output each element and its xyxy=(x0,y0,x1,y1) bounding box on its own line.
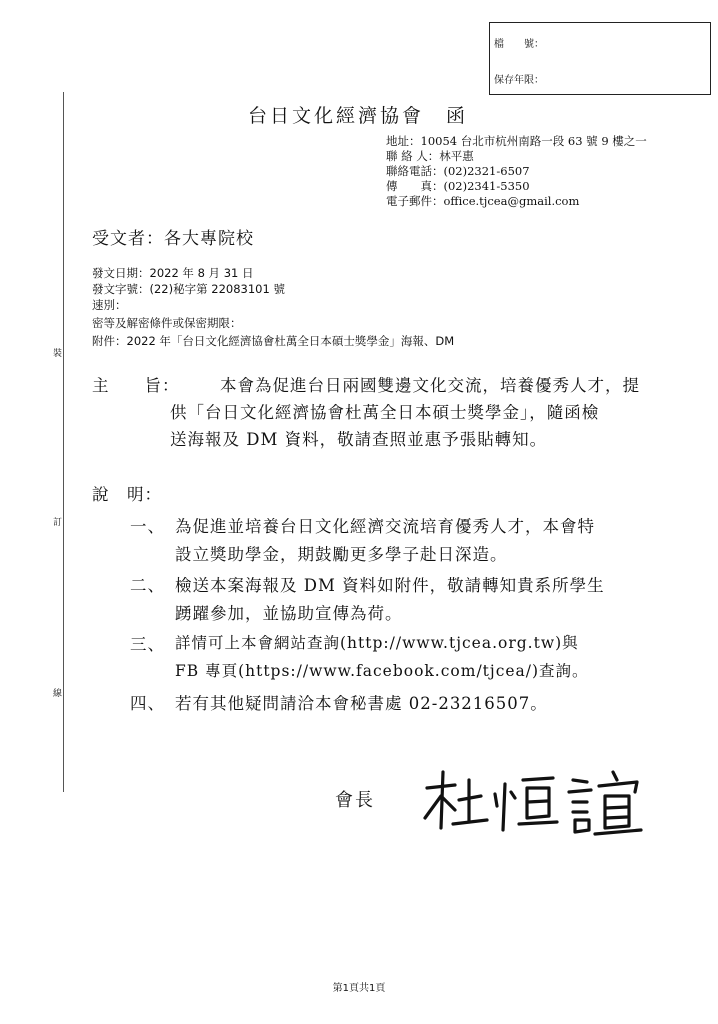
binding-mark-ding: 訂 xyxy=(53,515,62,528)
contact-fax: 傳 真：(02)2341-5350 xyxy=(386,179,530,193)
speed-class: 速別： xyxy=(92,298,127,312)
item-number-3: 三、 xyxy=(130,635,165,654)
signature-block xyxy=(335,758,655,838)
binding-mark-zhuang: 裝 xyxy=(53,346,62,359)
contact-person: 聯 絡 人：林平惠 xyxy=(386,149,474,163)
attachment: 附件：2022 年「台日文化經濟協會杜萬全日本碩士獎學金」海報、DM xyxy=(92,334,455,348)
handwritten-signature xyxy=(335,758,655,838)
item-number-4: 四、 xyxy=(130,694,165,713)
subject-line-1: 本會為促進台日兩國雙邊文化交流，培養優秀人才，提 xyxy=(220,376,640,395)
contact-address: 地址：10054 台北市杭州南路一段 63 號 9 樓之一 xyxy=(386,134,647,148)
item-number-2: 二、 xyxy=(130,576,165,595)
item-3-line-2: FB 專頁(https://www.facebook.com/tjcea/)查詢。 xyxy=(175,662,589,680)
confidentiality: 密等及解密條件或保密期限： xyxy=(92,316,242,330)
subject-line-2: 供「台日文化經濟協會杜萬全日本碩士獎學金」，隨函檢 xyxy=(170,403,600,422)
explanation-label: 說 明： xyxy=(92,485,162,504)
page-footer: 第1頁共1頁 xyxy=(332,983,386,994)
contact-email: 電子郵件：office.tjcea@gmail.com xyxy=(386,194,580,208)
item-1-line-2: 設立獎助學金，期鼓勵更多學子赴日深造。 xyxy=(175,545,508,564)
item-3-line-1: 詳情可上本會網站查詢(http://www.tjcea.org.tw)與 xyxy=(175,634,579,652)
contact-phone: 聯絡電話：(02)2321-6507 xyxy=(386,164,530,178)
issue-date: 發文日期：2022 年 8 月 31 日 xyxy=(92,266,254,280)
item-number-1: 一、 xyxy=(130,517,165,536)
document-title: 台日文化經濟協會 函 xyxy=(248,105,469,127)
retention-period-label: 保存年限： xyxy=(494,75,544,86)
signer-title: 會長 xyxy=(335,790,375,811)
binding-line xyxy=(63,92,64,792)
subject-label: 主 旨： xyxy=(92,376,180,395)
reference-number: 發文字號：(22)秘字第 22083101 號 xyxy=(92,282,285,296)
recipient: 受文者：各大專院校 xyxy=(92,229,254,249)
file-number-label: 檔 號： xyxy=(494,39,544,50)
subject-line-3: 送海報及 DM 資料，敬請查照並惠予張貼轉知。 xyxy=(170,430,548,449)
archive-box xyxy=(489,22,711,95)
item-4-line-1: 若有其他疑問請洽本會秘書處 02-23216507。 xyxy=(175,694,548,713)
item-2-line-1: 檢送本案海報及 DM 資料如附件，敬請轉知貴系所學生 xyxy=(175,576,605,595)
item-2-line-2: 踴躍參加，並協助宣傳為荷。 xyxy=(175,604,403,623)
item-1-line-1: 為促進並培養台日文化經濟交流培育優秀人才，本會特 xyxy=(175,517,595,536)
binding-mark-xian: 線 xyxy=(53,686,62,699)
